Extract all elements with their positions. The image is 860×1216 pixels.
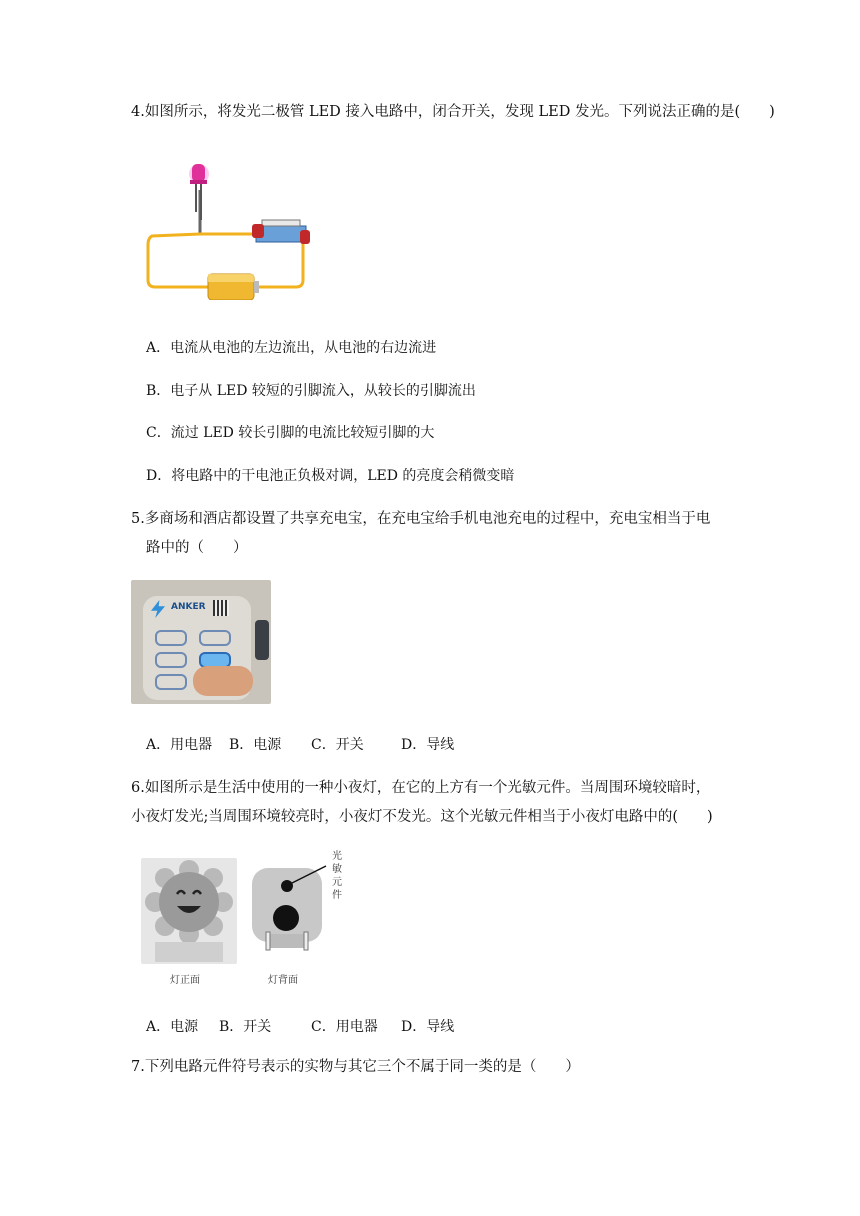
q5-stem-line1: 5.多商场和酒店都设置了共享充电宝，在充电宝给手机电池充电的过程中，充电宝相当于电	[131, 511, 711, 527]
caption-front: 灯正面	[170, 975, 200, 986]
night-light-back-drawing	[246, 858, 328, 964]
caption-back: 灯背面	[268, 975, 298, 986]
q6-option-b: B．开关	[219, 1019, 272, 1035]
qr-code-icon	[213, 600, 229, 616]
q6-option-d: D．导线	[401, 1019, 455, 1035]
q6-option-a: A．电源	[146, 1019, 199, 1035]
q6-option-c: C．用电器	[311, 1019, 378, 1035]
sun-face-icon	[141, 858, 237, 964]
q4-option-c: C．流过 LED 较长引脚的电流比较短引脚的大	[146, 425, 435, 441]
brand-label: ANKER	[171, 602, 206, 612]
night-light-back-photo	[246, 858, 328, 964]
q4-option-d: D．将电路中的干电池正负极对调，LED 的亮度会稍微变暗	[146, 468, 515, 484]
power-bank-photo	[131, 580, 271, 704]
led-circuit-figure	[140, 150, 320, 300]
q5-option-d: D．导线	[401, 737, 455, 753]
hand-shape	[193, 666, 253, 696]
light-sensor-icon	[281, 880, 293, 892]
q4-stem: 4.如图所示，将发光二极管 LED 接入电路中，闭合开关，发现 LED 发光。下列说法正确的是( )	[131, 104, 775, 120]
q7-stem: 7.下列电路元件符号表示的实物与其它三个不属于同一类的是（ ）	[131, 1059, 580, 1075]
q6-stem-line2: 小夜灯发光;当周围环境较亮时，小夜灯不发光。这个光敏元件相当于小夜灯电路中的( )	[131, 809, 713, 825]
q4-option-a: A．电流从电池的左边流出，从电池的右边流进	[146, 340, 437, 356]
q5-option-a: A．用电器	[146, 737, 213, 753]
q5-option-b: B．电源	[229, 737, 282, 753]
switch-icon	[252, 220, 310, 244]
q4-option-b: B．电子从 LED 较短的引脚流入，从较长的引脚流出	[146, 383, 476, 399]
q5-stem-line2: 路中的（ ）	[146, 540, 248, 556]
sensor-label: 光 敏 元 件	[332, 851, 342, 901]
night-light-front-photo	[141, 858, 237, 964]
phone-shape	[255, 620, 269, 660]
q6-stem-line1: 6.如图所示是生活中使用的一种小夜灯，在它的上方有一个光敏元件。当周围环境较暗时，	[131, 780, 711, 796]
battery-icon	[208, 274, 259, 300]
q5-option-c: C．开关	[311, 737, 364, 753]
